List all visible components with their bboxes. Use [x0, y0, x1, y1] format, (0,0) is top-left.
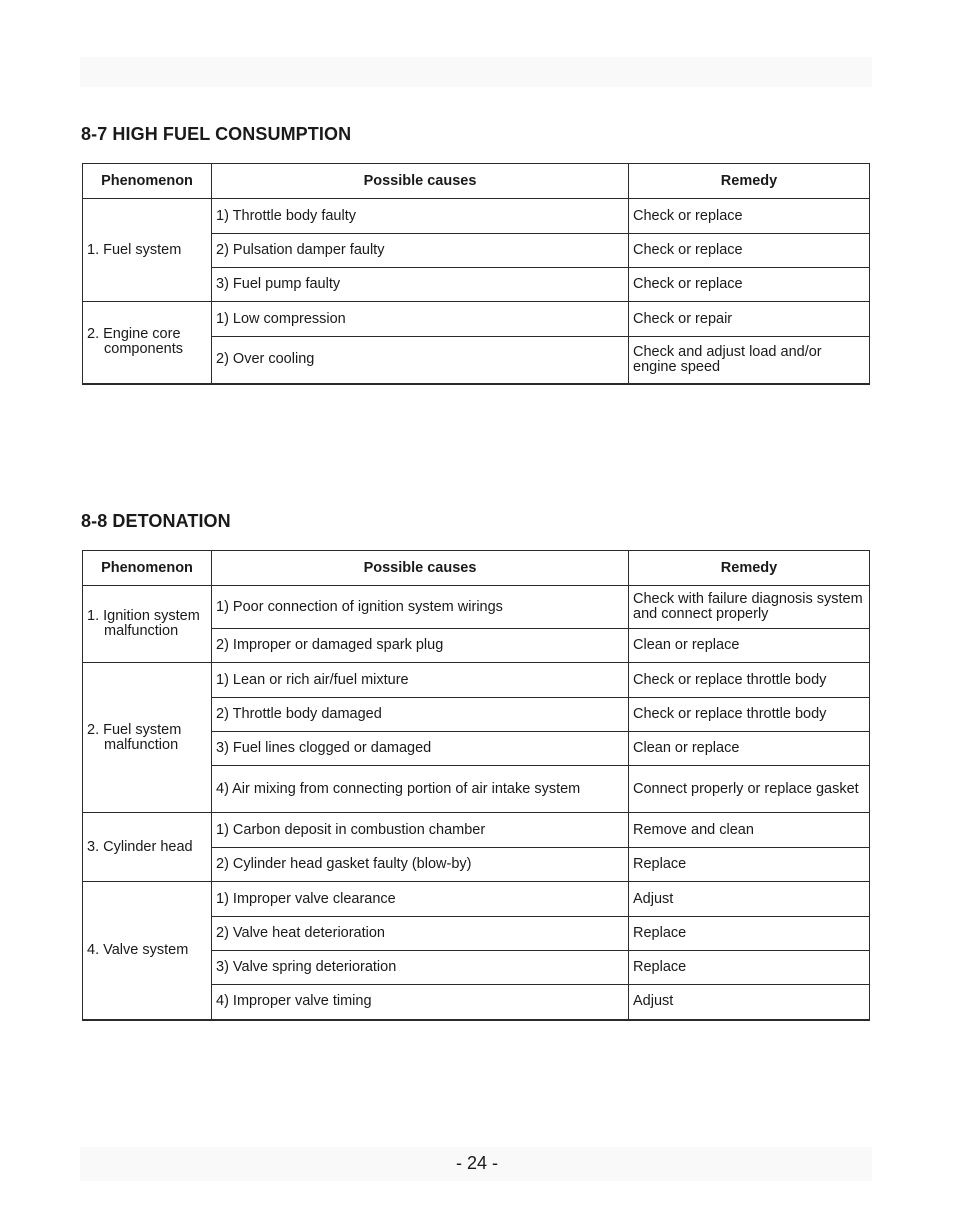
- phenomenon-label: 1. Fuel system: [87, 241, 182, 258]
- table-row: [83, 813, 870, 848]
- cause-cell: 2) Valve heat deterioration: [212, 917, 629, 951]
- phenomenon-label: 2. Engine core: [87, 326, 181, 343]
- table-row: [83, 663, 870, 698]
- phenomenon-label: 3. Cylinder head: [87, 838, 193, 855]
- cause-cell: 3) Valve spring deterioration: [212, 951, 629, 985]
- phenomenon-cell: [83, 586, 212, 663]
- table-row: [83, 302, 870, 337]
- phenomenon-cell: [83, 302, 212, 384]
- page-number: - 24 -: [455, 1153, 498, 1173]
- phenomenon-cell: [83, 663, 212, 813]
- cause-cell: 1) Lean or rich air/fuel mixture: [212, 663, 629, 698]
- detonation-table: [82, 550, 870, 1021]
- remedy-cell: Check and adjust load and/or engine speed: [629, 337, 870, 384]
- remedy-cell: Remove and clean: [629, 813, 870, 848]
- remedy-cell: Adjust: [629, 985, 870, 1020]
- cause-cell: 1) Throttle body faulty: [212, 199, 629, 234]
- remedy-cell: Adjust: [629, 882, 870, 917]
- cause-cell: 1) Improper valve clearance: [212, 882, 629, 917]
- cause-cell: 1) Poor connection of ignition system wirings: [212, 586, 629, 629]
- cause-cell: 3) Fuel lines clogged or damaged: [212, 732, 629, 766]
- section-title-detonation: 8-8 DETONATION: [81, 511, 231, 531]
- section-title-high-fuel-consumption: 8-7 HIGH FUEL CONSUMPTION: [81, 124, 352, 144]
- remedy-cell: Check or replace throttle body: [629, 663, 870, 698]
- remedy-cell: Replace: [629, 951, 870, 985]
- cause-cell: 1) Carbon deposit in combustion chamber: [212, 813, 629, 848]
- phenomenon-label-continued: malfunction: [104, 623, 179, 639]
- phenomenon-label: 2. Fuel system: [87, 721, 182, 738]
- cause-cell: 2) Over cooling: [212, 337, 629, 384]
- remedy-cell: Clean or replace: [629, 629, 870, 663]
- cause-cell: 2) Pulsation damper faulty: [212, 234, 629, 268]
- cause-cell: 4) Air mixing from connecting portion of air intake system: [212, 766, 629, 813]
- phenomenon-label-continued: malfunction: [104, 736, 179, 753]
- header-phenomenon: Phenomenon: [83, 164, 212, 199]
- header-remedy: Remedy: [629, 164, 870, 199]
- remedy-cell: Check or replace: [629, 234, 870, 268]
- cause-cell: 2) Cylinder head gasket faulty (blow-by): [212, 848, 629, 882]
- header-possible-causes: Possible causes: [212, 164, 629, 199]
- cause-cell: 1) Low compression: [212, 302, 629, 337]
- cause-cell: 3) Fuel pump faulty: [212, 268, 629, 302]
- table-row: [83, 586, 870, 629]
- cause-cell: 4) Improper valve timing: [212, 985, 629, 1020]
- remedy-cell: Check or repair: [629, 302, 870, 337]
- header-band: [80, 57, 872, 87]
- table-row: [83, 882, 870, 917]
- phenomenon-cell: [83, 813, 212, 882]
- table-row: [83, 199, 870, 234]
- remedy-cell: Check or replace: [629, 268, 870, 302]
- remedy-cell: Clean or replace: [629, 732, 870, 766]
- header-remedy: Remedy: [629, 551, 870, 586]
- phenomenon-label: 1. Ignition system: [87, 608, 200, 624]
- remedy-cell: Replace: [629, 917, 870, 951]
- cause-cell: 2) Improper or damaged spark plug: [212, 629, 629, 663]
- header-possible-causes: Possible causes: [212, 551, 629, 586]
- phenomenon-label: 4. Valve system: [87, 941, 189, 958]
- remedy-cell: Check or replace: [629, 199, 870, 234]
- header-phenomenon: Phenomenon: [83, 551, 212, 586]
- remedy-cell: Connect properly or replace gasket: [629, 766, 870, 813]
- remedy-cell: Check or replace throttle body: [629, 698, 870, 732]
- phenomenon-cell: [83, 882, 212, 1020]
- phenomenon-label-continued: components: [104, 341, 183, 358]
- table-header-row: [83, 551, 870, 586]
- table-header-row: [83, 164, 870, 199]
- cause-cell: 2) Throttle body damaged: [212, 698, 629, 732]
- remedy-cell: Check with failure diagnosis system and connect properly: [629, 586, 870, 629]
- remedy-cell: Replace: [629, 848, 870, 882]
- phenomenon-cell: [83, 199, 212, 302]
- high-fuel-consumption-table: [82, 163, 870, 385]
